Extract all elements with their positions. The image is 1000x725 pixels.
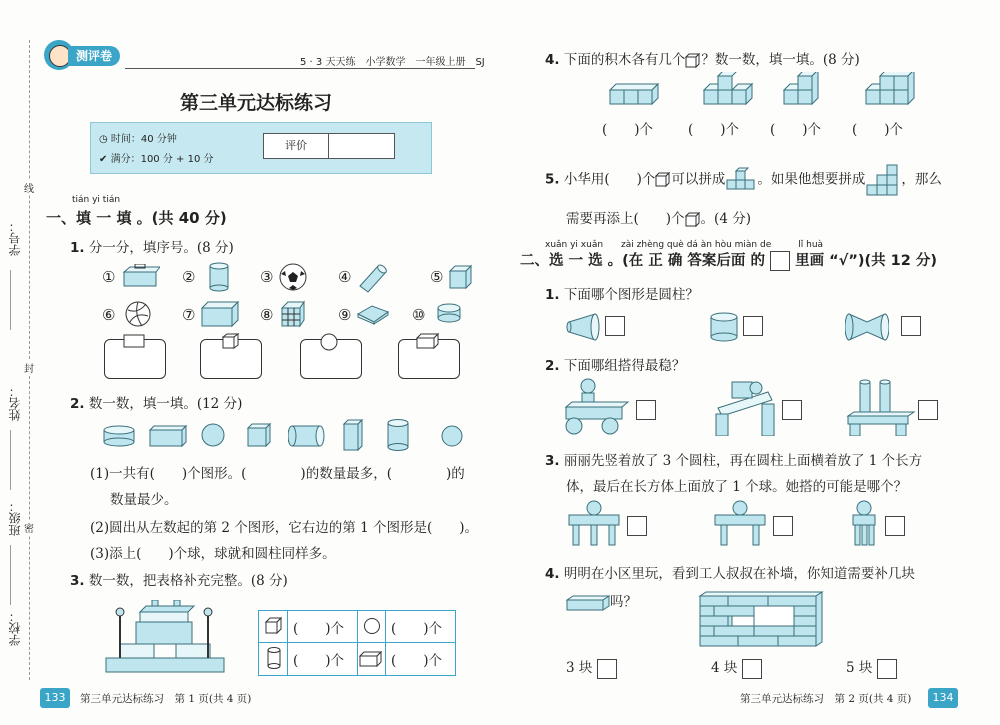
school-label: 学校： xyxy=(8,610,22,646)
car-like-stack xyxy=(560,378,630,436)
small-stack-icon xyxy=(725,166,757,194)
option-a-structure xyxy=(565,500,623,548)
q3-number: 3. xyxy=(70,573,85,589)
r-q4-text-a: 下面的积木各有几个 xyxy=(563,52,686,68)
table-sphere-icon xyxy=(363,617,381,635)
s2-q2-choice-2[interactable] xyxy=(782,400,802,420)
evaluation-label: 评价 xyxy=(264,134,329,158)
section1-pinyin: tián yi tián xyxy=(72,195,121,205)
label-2: ② xyxy=(182,268,196,286)
table-unit: 个 xyxy=(330,621,345,637)
lying-cylinder-shape xyxy=(288,424,326,448)
r-q5-text-b: 可以拼成 xyxy=(671,171,726,188)
q4-answer-1[interactable]: ( )个 xyxy=(602,122,654,138)
section2-title-a: 二、选 一 选 。(在 正 确 答案后面 的 xyxy=(520,253,765,269)
disc-shape xyxy=(102,424,136,448)
s2-q3-line1: 丽丽先竖着放了 3 个圆柱，再在圆柱上面横着放了 1 个长方 xyxy=(563,453,923,469)
option-c-structure xyxy=(849,500,879,548)
gift-box-icon xyxy=(356,300,390,326)
s2-q4-option-3: 5 块 xyxy=(846,660,873,676)
class-label: 班级： xyxy=(8,500,22,536)
q3-text: 数一数，把表格补充完整。(8 分) xyxy=(88,573,288,589)
table-unit: 个 xyxy=(330,653,345,669)
rubiks-cube-icon xyxy=(280,300,306,328)
q2-shape-row xyxy=(100,418,480,454)
s2-q2-number: 2. xyxy=(545,358,560,374)
s2-q3-line2: 体，最后在长方体上面放了 1 个球。她搭的可能是哪个？ xyxy=(566,479,908,495)
table-cube-count: ( ) xyxy=(293,621,331,637)
cube-shape xyxy=(246,422,272,448)
s2-q4-choice-2[interactable] xyxy=(742,659,762,679)
volleyball-icon xyxy=(124,300,152,328)
badge-label: 测评卷 xyxy=(68,46,120,66)
s2-q4-option-1: 3 块 xyxy=(566,660,593,676)
sphere-icon xyxy=(320,333,338,351)
q2-text: 数一数，填一填。(12 分) xyxy=(88,396,243,412)
q4-answer-4[interactable]: ( )个 xyxy=(852,122,904,138)
label-5: ⑤ xyxy=(430,268,444,286)
box-icon xyxy=(200,300,240,328)
label-3: ③ xyxy=(260,268,274,286)
q2-line4: (3)添上( )个球，球就和圆柱同样多。 xyxy=(90,546,336,562)
r-q5-number: 5. xyxy=(545,171,560,188)
category-boxes xyxy=(104,333,464,381)
small-cube-icon xyxy=(685,212,701,228)
s2-q2-options xyxy=(560,378,950,438)
s2-q2-choice-1[interactable] xyxy=(636,400,656,420)
hourglass-shape xyxy=(845,312,889,342)
suitcase-icon xyxy=(122,264,160,290)
time-limit: 时间：40 分钟 xyxy=(110,134,177,145)
tall-cuboid-shape xyxy=(342,418,364,452)
soccer-ball-icon xyxy=(278,262,308,292)
table-sphere-count: ( ) xyxy=(391,621,429,637)
pipe-icon xyxy=(356,262,388,294)
secret-mark: 密 xyxy=(24,520,34,535)
can-icon xyxy=(208,262,230,292)
label-8: ⑧ xyxy=(260,306,274,324)
q1-number: 1. xyxy=(70,240,85,256)
arch-stack xyxy=(710,378,780,436)
s2-q4-choice-3[interactable] xyxy=(877,659,897,679)
table-cuboid-count: ( ) xyxy=(391,653,429,669)
q2-line3: (2)圆出从左数起的第 2 个图形，它右边的第 1 个图形是( )。 xyxy=(90,520,478,536)
small-sphere-shape xyxy=(440,424,464,448)
brick-wall xyxy=(698,590,824,648)
cube-stack-row xyxy=(608,72,928,112)
table-cylinder-count: ( ) xyxy=(293,653,331,669)
s2-q2-text: 下面哪组搭得最稳？ xyxy=(563,358,686,374)
name-label: 姓名： xyxy=(8,385,22,421)
cube-icon xyxy=(222,333,240,349)
s2-q1-number: 1. xyxy=(545,287,560,303)
s2-q3-choice-2[interactable] xyxy=(773,516,793,536)
q2-number: 2. xyxy=(70,396,85,412)
r-q5-text-a: 小华用( )个 xyxy=(563,171,656,188)
building-block-structure xyxy=(100,600,230,676)
table-cube-icon xyxy=(265,617,283,635)
s2-q3-choice-3[interactable] xyxy=(885,516,905,536)
test-badge xyxy=(44,40,122,70)
stack-2 xyxy=(704,72,752,104)
r-q5-text-e: 需要再添上( )个 xyxy=(566,211,685,227)
q1-shapes-grid xyxy=(100,262,470,326)
r-q4-number: 4. xyxy=(545,52,560,68)
cube-box-icon xyxy=(448,264,472,290)
brick-icon xyxy=(566,594,610,612)
cylinder-shape xyxy=(386,418,410,452)
table-cuboid-icon xyxy=(359,651,383,667)
pillar-stack xyxy=(846,378,916,436)
q4-answer-3[interactable]: ( )个 xyxy=(770,122,822,138)
s2-q4-option-2: 4 块 xyxy=(711,660,738,676)
series-info: 5 · 3 天天练 小学数学 一年级上册 SJ xyxy=(300,57,485,68)
table-cylinder-icon xyxy=(267,647,281,669)
label-7: ⑦ xyxy=(182,306,196,324)
small-cube-icon xyxy=(655,172,671,188)
q4-answer-2[interactable]: ( )个 xyxy=(688,122,740,138)
label-9: ⑨ xyxy=(338,306,352,324)
cuboid-icon xyxy=(416,333,440,349)
student-number-label: 学号： xyxy=(8,220,22,256)
stack-3 xyxy=(784,72,818,104)
s2-q2-choice-3[interactable] xyxy=(918,400,938,420)
left-footer-text: 第三单元达标练习 第 1 页(共 4 页) xyxy=(80,693,252,705)
option-b-structure xyxy=(711,500,769,548)
s2-q3-options xyxy=(565,500,945,550)
seal-mark: 封 xyxy=(24,360,34,375)
label-4: ④ xyxy=(338,268,352,286)
s2-q1-choice-2[interactable] xyxy=(743,316,763,336)
label-10: ⑩ xyxy=(412,306,426,324)
q3-count-table xyxy=(258,610,456,676)
clock-icon: ◷ xyxy=(99,134,108,145)
s2-q1-choice-1[interactable] xyxy=(605,316,625,336)
s2-q4-number: 4. xyxy=(545,566,560,582)
full-score: 满分：100 分 + 10 分 xyxy=(110,154,214,165)
evaluation-field[interactable] xyxy=(330,134,392,158)
disc-icon xyxy=(436,302,464,324)
s2-q4-choice-1[interactable] xyxy=(597,659,617,679)
r-q5-text-f: 。(4 分) xyxy=(700,211,751,227)
section1-title: 一、填 一 填 。(共 40 分) xyxy=(46,209,227,227)
r-q5-text-d: ，那么 xyxy=(901,171,942,188)
q2-line2: 数量最少。 xyxy=(110,492,178,508)
s2-q3-number: 3. xyxy=(545,453,560,469)
section2-title-b: 里画 “√”)(共 12 分) xyxy=(795,253,938,269)
right-page-number: 134 xyxy=(928,688,958,708)
s2-q1-options xyxy=(565,310,945,344)
stack-4 xyxy=(866,72,914,104)
cylinder-icon xyxy=(122,333,146,349)
page-title: 第三单元达标练习 xyxy=(180,92,333,114)
stack-1 xyxy=(610,84,658,104)
s2-q1-text: 下面哪个图形是圆柱？ xyxy=(563,287,699,303)
s2-q4-line1: 明明在小区里玩，看到工人叔叔在补墙，你知道需要补几块 xyxy=(563,566,915,582)
table-unit: 个 xyxy=(428,621,443,637)
info-box xyxy=(90,122,432,174)
q2-line1: (1)一共有( )个图形。( )的数量最多，( )的 xyxy=(90,466,465,482)
s2-q4-line2: 吗？ xyxy=(610,594,637,610)
left-page-number: 133 xyxy=(40,688,70,708)
cylinder-shape xyxy=(709,312,739,342)
label-1: ① xyxy=(102,268,116,286)
q1-text: 分一分，填序号。(8 分) xyxy=(88,240,234,256)
s2-q1-choice-3[interactable] xyxy=(901,316,921,336)
large-stack-icon xyxy=(865,163,901,197)
label-6: ⑥ xyxy=(102,306,116,324)
r-q4-text-b: ？数一数，填一填。(8 分) xyxy=(701,52,860,68)
sphere-shape xyxy=(200,422,226,448)
s2-q3-choice-1[interactable] xyxy=(627,516,647,536)
cut-line-mark: 线 xyxy=(24,180,34,195)
frustum-shape xyxy=(565,312,603,342)
cuboid-shape xyxy=(148,424,188,448)
check-circle-icon: ✔ xyxy=(99,154,108,165)
binding-margin xyxy=(0,40,38,680)
right-footer-text: 第三单元达标练习 第 2 页(共 4 页) xyxy=(740,693,912,705)
table-unit: 个 xyxy=(428,653,443,669)
r-q5-text-c: 。如果他想要拼成 xyxy=(757,171,866,188)
answer-box-sample xyxy=(770,251,790,271)
section2-pinyin: xuǎn yi xuǎn zài zhèng què dá àn hòu miàn de lǐ huà xyxy=(545,240,824,250)
small-cube-icon xyxy=(685,53,701,69)
